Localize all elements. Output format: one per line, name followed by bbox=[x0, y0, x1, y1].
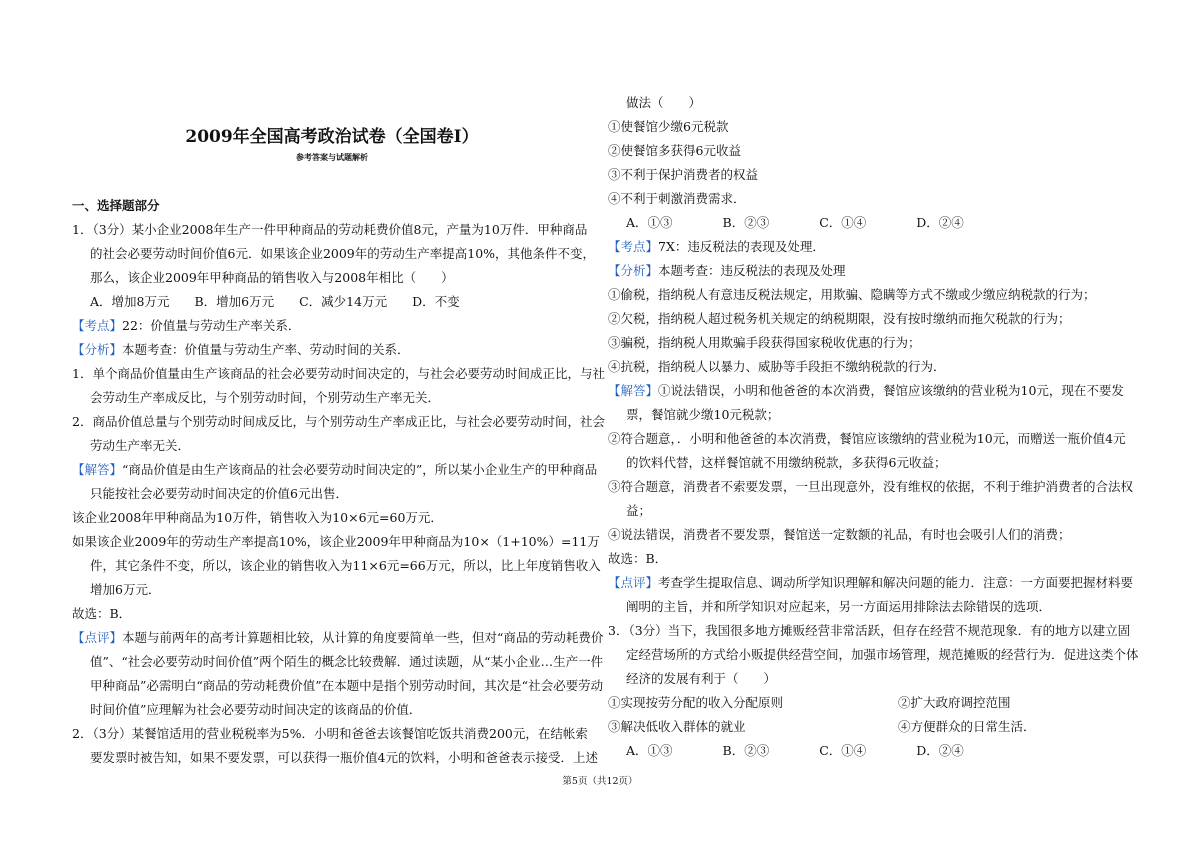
choice-line: ②使餐馆多获得6元收益 bbox=[608, 143, 741, 158]
text-line: 只能按社会必要劳动时间决定的价值6元出售． bbox=[90, 486, 348, 501]
page-title: 2009年全国高考政治试卷（全国卷I） bbox=[185, 127, 479, 147]
answer-line: 故选：B． bbox=[72, 606, 132, 621]
jieda-tag: 【解答】 bbox=[72, 462, 123, 477]
fenxi-text: 本题考查：价值量与劳动生产率、劳动时间的关系． bbox=[122, 342, 410, 357]
text-line: ①偷税，指纳税人有意违反税法规定，用欺骗、隐瞒等方式不缴或少缴应纳税款的行为； bbox=[608, 287, 1096, 302]
text-line: ②欠税，指纳税人超过税务机关规定的纳税期限，没有按时缴纳而拖欠税款的行为； bbox=[608, 311, 1071, 326]
choice-line: ①使餐馆少缴6元税款 bbox=[608, 119, 729, 134]
options-line: A．增加8万元 B．增加6万元 C．减少14万元 D．不变 bbox=[90, 294, 460, 309]
text-line: ②符合题意，．小明和他爸爸的本次消费，餐馆应该缴纳的营业税为10元，而赠送一瓶价值4元 bbox=[608, 431, 1126, 446]
jieda-text: “商品价值是由生产该商品的社会必要劳动时间决定的”，所以某小企业生产的甲种商品 bbox=[122, 462, 598, 477]
dianping-line bbox=[608, 575, 1133, 591]
text-line: 2．商品价值总量与个别劳动时间成反比，与个别劳动生产率成正比，与社会必要劳动时间，社会 bbox=[72, 414, 605, 429]
text-line: 经济的发展有利于（ ） bbox=[626, 671, 777, 686]
text-line: ④抗税，指纳税人以暴力、威胁等手段拒不缴纳税款的行为． bbox=[608, 359, 946, 374]
text-line: 做法（ ） bbox=[626, 95, 702, 110]
dianping-text: 本题与前两年的高考计算题相比较，从计算的角度要简单一些，但对“商品的劳动耗费价 bbox=[122, 630, 604, 645]
choice-line: ③解决低收入群体的就业 bbox=[608, 719, 746, 734]
text-line: 2．（3分）某餐馆适用的营业税税率为5%．小明和爸爸去该餐馆吃饭共消费200元，在结帐索 bbox=[72, 726, 588, 741]
page-footer: 第5页（共12页） bbox=[562, 776, 638, 787]
fenxi-line bbox=[608, 263, 846, 279]
options-line: A．①③ B．②③ C．①④ D．②④ bbox=[626, 215, 964, 230]
text-line: 定经营场所的方式给小贩提供经营空间，加强市场管理，规范摊贩的经营行为．促进这类个体 bbox=[626, 647, 1139, 662]
answer-line: 故选：B． bbox=[608, 551, 668, 566]
text-line: 甲种商品”必需明白“商品的劳动耗费价值”在本题中是指个别劳动时间，其次是“社会必要劳动 bbox=[90, 678, 604, 693]
dianping-text: 考查学生提取信息、调动所学知识理解和解决问题的能力．注意：一方面要把握材料要 bbox=[658, 575, 1134, 590]
text-line: 件，其它条件不变，所以，该企业的销售收入为11×6元=66万元，所以，比上年度销售收入 bbox=[90, 558, 601, 573]
kaodian-text: 7X：违反税法的表现及处理． bbox=[658, 239, 825, 254]
text-line: 那么，该企业2009年甲种商品的销售收入与2008年相比（ ） bbox=[90, 270, 454, 285]
jieda-text: ①说法错误，小明和他爸爸的本次消费，餐馆应该缴纳的营业税为10元，现在不要发 bbox=[658, 383, 1124, 398]
text-line: ③骗税，指纳税人用欺骗手段获得国家税收优惠的行为； bbox=[608, 335, 921, 350]
text-line: 阐明的主旨，并和所学知识对应起来，另一方面运用排除法去除错误的选项． bbox=[626, 599, 1052, 614]
text-line: 3．（3分）当下，我国很多地方摊贩经营非常活跃，但存在经营不规范现象．有的地方以建立固 bbox=[608, 623, 1131, 638]
kaodian-line bbox=[72, 318, 300, 334]
choice-line: ④方便群众的日常生活． bbox=[898, 719, 1036, 734]
kaodian-text: 22：价值量与劳动生产率关系． bbox=[122, 318, 301, 333]
text-line: 要发票时被告知，如果不要发票，可以获得一瓶价值4元的饮料，小明和爸爸表示接受．上述 bbox=[90, 750, 598, 765]
fenxi-text: 本题考查：违反税法的表现及处理 bbox=[658, 263, 846, 278]
page-subtitle: 参考答案与试题解析 bbox=[296, 152, 368, 162]
text-line: 票，餐馆就少缴10元税款； bbox=[626, 407, 780, 422]
text-line: 1．（3分）某小企业2008年生产一件甲种商品的劳动耗费价值8元，产量为10万件．甲种商品 bbox=[72, 222, 588, 237]
jieda-line bbox=[608, 383, 1124, 399]
text-line: 增加6万元． bbox=[90, 582, 161, 597]
dianping-line bbox=[72, 630, 603, 646]
section-heading: 一、选择题部分 bbox=[72, 198, 160, 213]
text-line: 的社会必要劳动时间价值6元．如果该企业2009年的劳动生产率提高10%，其他条件不变， bbox=[90, 246, 596, 261]
right-column bbox=[608, 0, 1139, 848]
text-line: 1．单个商品价值量由生产该商品的社会必要劳动时间决定的，与社会必要劳动时间成正比，与社 bbox=[72, 366, 605, 381]
choice-line: ②扩大政府调控范围 bbox=[898, 695, 1011, 710]
kaodian-line bbox=[608, 239, 825, 255]
kaodian-tag: 【考点】 bbox=[608, 239, 659, 254]
text-line: 益； bbox=[626, 503, 652, 518]
choice-line: ④不利于刺激消费需求． bbox=[608, 191, 746, 206]
text-line: 会劳动生产率成反比，与个别劳动时间，个别劳动生产率无关． bbox=[90, 390, 441, 405]
text-line: ③符合题意，消费者不索要发票，一旦出现意外，没有维权的依据，不利于维护消费者的合法权 bbox=[608, 479, 1134, 494]
choice-line: ①实现按劳分配的收入分配原则 bbox=[608, 695, 784, 710]
text-line: 劳动生产率无关． bbox=[90, 438, 191, 453]
text-line: 的饮料代替，这样餐馆就不用缴纳税款，多获得6元收益； bbox=[626, 455, 947, 470]
text-line: 值”、“社会必要劳动时间价值”两个陌生的概念比较费解．通过读题，从“某小企业…生产一件 bbox=[90, 654, 604, 669]
fenxi-tag: 【分析】 bbox=[608, 263, 659, 278]
fenxi-line bbox=[72, 342, 410, 358]
kaodian-tag: 【考点】 bbox=[72, 318, 123, 333]
fenxi-tag: 【分析】 bbox=[72, 342, 123, 357]
jieda-line bbox=[72, 462, 597, 478]
dianping-tag: 【点评】 bbox=[72, 630, 123, 645]
text-line: 时间价值”应理解为社会必要劳动时间决定的该商品的价值． bbox=[90, 702, 422, 717]
text-line: 如果该企业2009年的劳动生产率提高10%，该企业2009年甲种商品为10×（1+10%）=11万 bbox=[72, 534, 600, 549]
jieda-tag: 【解答】 bbox=[608, 383, 659, 398]
options-line: A．①③ B．②③ C．①④ D．②④ bbox=[626, 743, 964, 758]
choice-line: ③不利于保护消费者的权益 bbox=[608, 167, 759, 182]
text-line: ④说法错误，消费者不要发票，餐馆送一定数额的礼品，有时也会吸引人们的消费； bbox=[608, 527, 1071, 542]
dianping-tag: 【点评】 bbox=[608, 575, 659, 590]
text-line: 该企业2008年甲种商品为10万件，销售收入为10×6元=60万元． bbox=[72, 510, 443, 525]
